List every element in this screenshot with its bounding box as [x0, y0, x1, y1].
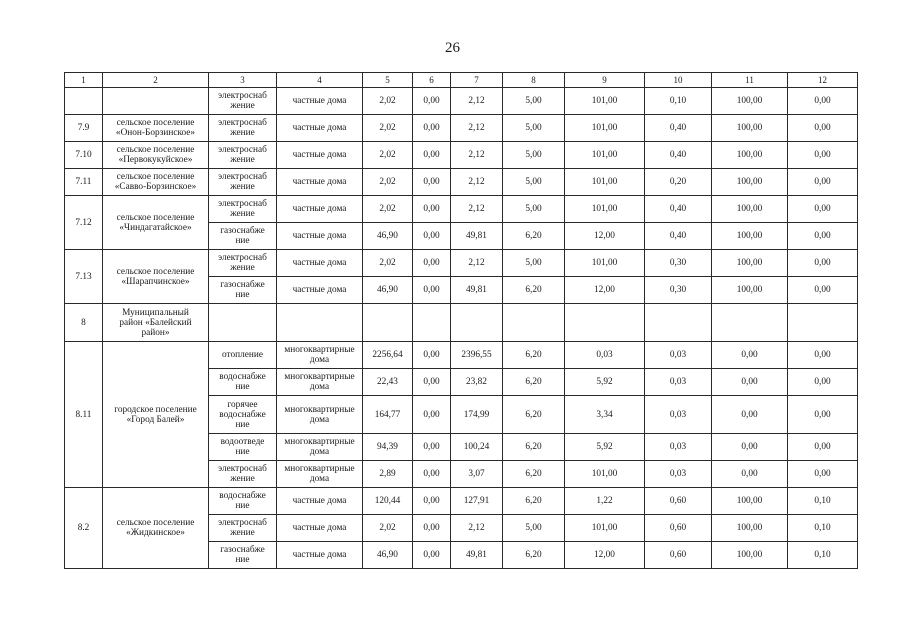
column-number: 10	[645, 73, 712, 88]
settlement-name-line: «Онон-Борзинское»	[115, 128, 196, 138]
service-type-line: ние	[235, 382, 250, 392]
table-row	[65, 169, 858, 196]
value-cell: 5,92	[565, 369, 645, 396]
value-cell	[565, 304, 645, 342]
value-cell: 0,40	[645, 142, 712, 169]
value-cell: 0,00	[413, 461, 451, 488]
service-type-line: водоснабже	[219, 491, 266, 501]
value-cell: 101,00	[565, 196, 645, 223]
settlement-name-line: сельское поселение	[116, 212, 195, 223]
value-cell	[712, 304, 788, 342]
settlement-name-line: «Первокукуйское»	[118, 155, 193, 165]
value-cell: 2,02	[363, 88, 413, 115]
consumer-category-line: частные дома	[292, 231, 347, 241]
service-type-line: жение	[230, 528, 255, 538]
consumer-category-line: частные дома	[292, 258, 347, 268]
value-cell: 0,30	[645, 277, 712, 304]
settlement-name-line: городское поселение	[114, 404, 197, 415]
value-cell: 0,03	[645, 434, 712, 461]
service-type-line: жение	[230, 474, 255, 484]
value-cell: 0,00	[788, 169, 858, 196]
value-cell: 127,91	[451, 488, 503, 515]
settlement-name	[103, 142, 209, 169]
value-cell: 0,00	[788, 434, 858, 461]
value-cell	[451, 304, 503, 342]
consumer-category	[277, 396, 363, 434]
value-cell: 101,00	[565, 169, 645, 196]
consumer-category	[277, 115, 363, 142]
table-row	[65, 88, 858, 115]
consumer-category-line: частные дома	[292, 96, 347, 106]
settlement-name	[103, 250, 209, 304]
value-cell: 49,81	[451, 277, 503, 304]
value-cell: 2,12	[451, 142, 503, 169]
value-cell	[363, 304, 413, 342]
table-row	[65, 115, 858, 142]
value-cell: 6,20	[503, 342, 565, 369]
value-cell: 0,00	[413, 88, 451, 115]
value-cell: 46,90	[363, 542, 413, 569]
service-type-line: ние	[235, 447, 250, 457]
value-cell: 0,60	[645, 542, 712, 569]
value-cell: 0,00	[788, 342, 858, 369]
consumer-category-line: дома	[309, 474, 330, 484]
value-cell: 100,24	[451, 434, 503, 461]
service-type-line: ние	[235, 290, 250, 300]
value-cell: 100,00	[712, 88, 788, 115]
consumer-category-line: многоквартирные	[284, 345, 355, 355]
value-cell: 100,00	[712, 142, 788, 169]
value-cell: 0,00	[712, 369, 788, 396]
value-cell: 0,00	[788, 396, 858, 434]
value-cell: 49,81	[451, 223, 503, 250]
service-type	[209, 277, 277, 304]
service-type	[209, 342, 277, 369]
value-cell: 22,43	[363, 369, 413, 396]
value-cell: 100,00	[712, 542, 788, 569]
value-cell: 100,00	[712, 223, 788, 250]
value-cell: 0,10	[788, 488, 858, 515]
value-cell: 6,20	[503, 223, 565, 250]
value-cell: 0,03	[565, 342, 645, 369]
value-cell: 94,39	[363, 434, 413, 461]
consumer-category	[277, 515, 363, 542]
value-cell: 2,02	[363, 515, 413, 542]
value-cell: 101,00	[565, 88, 645, 115]
value-cell: 0,20	[645, 169, 712, 196]
value-cell: 6,20	[503, 461, 565, 488]
value-cell: 0,40	[645, 196, 712, 223]
value-cell: 0,00	[712, 434, 788, 461]
value-cell: 49,81	[451, 542, 503, 569]
consumer-category	[277, 542, 363, 569]
value-cell: 46,90	[363, 277, 413, 304]
settlement-name-line: сельское поселение	[116, 145, 195, 155]
service-type-line: ние	[235, 555, 250, 565]
column-number: 9	[565, 73, 645, 88]
value-cell: 2256,64	[363, 342, 413, 369]
consumer-category-line: дома	[309, 414, 330, 425]
value-cell: 6,20	[503, 434, 565, 461]
value-cell: 0,40	[645, 223, 712, 250]
value-cell: 101,00	[565, 115, 645, 142]
table-row	[65, 250, 858, 277]
value-cell: 0,30	[645, 250, 712, 277]
value-cell: 0,00	[712, 396, 788, 434]
value-cell: 2,12	[451, 515, 503, 542]
consumer-category	[277, 434, 363, 461]
settlement-name	[103, 342, 209, 488]
service-type	[209, 542, 277, 569]
value-cell: 0,00	[413, 542, 451, 569]
value-cell: 0,10	[788, 515, 858, 542]
consumer-category-line: частные дома	[292, 285, 347, 295]
consumer-category	[277, 488, 363, 515]
value-cell	[413, 304, 451, 342]
value-cell: 0,00	[413, 142, 451, 169]
value-cell: 0,60	[645, 515, 712, 542]
settlement-name-line: сельское поселение	[116, 266, 195, 277]
consumer-category-line: многоквартирные	[284, 404, 355, 415]
service-type-line: ние	[235, 236, 250, 246]
consumer-category	[277, 196, 363, 223]
value-cell: 0,00	[788, 461, 858, 488]
value-cell: 0,00	[712, 461, 788, 488]
service-type-line: газоснабже	[220, 226, 265, 236]
consumer-category-line: многоквартирные	[284, 437, 355, 447]
settlement-name-line: «Город Балей»	[126, 414, 185, 425]
consumer-category-line: частные дома	[292, 150, 347, 160]
value-cell: 0,00	[413, 369, 451, 396]
value-cell: 0,00	[413, 196, 451, 223]
table-row	[65, 342, 858, 369]
value-cell: 2,12	[451, 169, 503, 196]
service-type	[209, 115, 277, 142]
column-number: 4	[277, 73, 363, 88]
consumer-category	[277, 369, 363, 396]
service-type	[209, 434, 277, 461]
page-number: 26	[445, 40, 460, 56]
service-type-line: жение	[230, 128, 255, 138]
value-cell: 1,22	[565, 488, 645, 515]
consumer-category	[277, 223, 363, 250]
value-cell: 2,12	[451, 115, 503, 142]
value-cell: 0,00	[788, 88, 858, 115]
value-cell: 6,20	[503, 277, 565, 304]
value-cell: 101,00	[565, 142, 645, 169]
value-cell: 6,20	[503, 369, 565, 396]
value-cell: 2,89	[363, 461, 413, 488]
value-cell: 0,00	[413, 396, 451, 434]
service-type	[209, 396, 277, 434]
value-cell: 5,00	[503, 250, 565, 277]
value-cell: 6,20	[503, 488, 565, 515]
service-type-line: электроснаб	[218, 199, 267, 209]
value-cell: 5,00	[503, 142, 565, 169]
service-type	[209, 250, 277, 277]
consumer-category	[277, 342, 363, 369]
value-cell: 6,20	[503, 542, 565, 569]
value-cell: 0,00	[413, 277, 451, 304]
service-type-line: электроснаб	[218, 172, 267, 182]
value-cell: 2,12	[451, 196, 503, 223]
settlement-name	[103, 196, 209, 250]
consumer-category-line: дома	[309, 382, 330, 392]
value-cell: 46,90	[363, 223, 413, 250]
column-number: 2	[103, 73, 209, 88]
value-cell: 0,00	[413, 250, 451, 277]
column-number: 7	[451, 73, 503, 88]
value-cell: 2,12	[451, 250, 503, 277]
service-type-line: водоотведе	[220, 437, 265, 447]
row-number	[65, 88, 103, 115]
value-cell: 5,92	[565, 434, 645, 461]
value-cell: 0,03	[645, 369, 712, 396]
value-cell: 0,03	[645, 342, 712, 369]
value-cell: 0,00	[788, 277, 858, 304]
value-cell: 0,00	[413, 169, 451, 196]
value-cell: 100,00	[712, 515, 788, 542]
value-cell: 6,20	[503, 396, 565, 434]
service-type	[209, 169, 277, 196]
value-cell: 5,00	[503, 115, 565, 142]
table-row	[65, 142, 858, 169]
consumer-category-line: многоквартирные	[284, 372, 355, 382]
consumer-category-line: дома	[309, 355, 330, 365]
column-number: 6	[413, 73, 451, 88]
service-type-line: электроснаб	[218, 145, 267, 155]
service-type-line: жение	[230, 155, 255, 165]
settlement-name-line: район»	[141, 327, 170, 338]
settlement-name-line: «Чиндагатайское»	[119, 222, 192, 233]
consumer-category	[277, 250, 363, 277]
value-cell: 0,00	[788, 142, 858, 169]
value-cell: 0,03	[645, 461, 712, 488]
value-cell	[645, 304, 712, 342]
column-number: 8	[503, 73, 565, 88]
service-type-line: электроснаб	[218, 91, 267, 101]
service-type-line: жение	[230, 182, 255, 192]
service-type	[209, 369, 277, 396]
value-cell: 2,02	[363, 196, 413, 223]
value-cell: 174,99	[451, 396, 503, 434]
settlement-name	[103, 169, 209, 196]
value-cell: 5,00	[503, 88, 565, 115]
value-cell: 164,77	[363, 396, 413, 434]
consumer-category-line: частные дома	[292, 550, 347, 560]
value-cell: 3,34	[565, 396, 645, 434]
service-type-line: водоснабже	[219, 409, 266, 420]
value-cell: 12,00	[565, 542, 645, 569]
service-type	[209, 88, 277, 115]
tariff-table	[64, 72, 858, 569]
settlement-name-line: сельское поселение	[116, 172, 195, 182]
value-cell: 0,00	[788, 369, 858, 396]
row-number: 8	[65, 304, 103, 342]
column-number-row	[65, 73, 858, 88]
value-cell: 120,44	[363, 488, 413, 515]
service-type	[209, 142, 277, 169]
service-type	[209, 461, 277, 488]
value-cell: 0,03	[645, 396, 712, 434]
value-cell: 100,00	[712, 277, 788, 304]
table-row	[65, 488, 858, 515]
column-number: 12	[788, 73, 858, 88]
value-cell: 0,00	[413, 434, 451, 461]
settlement-name-line: район «Балейский	[119, 317, 192, 328]
table-body	[65, 88, 858, 569]
service-type-line: жение	[230, 263, 255, 273]
service-type-line: жение	[230, 209, 255, 219]
consumer-category-line: частные дома	[292, 204, 347, 214]
value-cell: 101,00	[565, 515, 645, 542]
consumer-category	[277, 304, 363, 342]
value-cell: 12,00	[565, 277, 645, 304]
settlement-name	[103, 488, 209, 569]
value-cell: 2,02	[363, 115, 413, 142]
settlement-name-line: сельское поселение	[116, 118, 195, 128]
consumer-category-line: частные дома	[292, 523, 347, 533]
value-cell: 0,10	[645, 88, 712, 115]
value-cell: 0,00	[413, 223, 451, 250]
value-cell: 0,00	[788, 115, 858, 142]
consumer-category	[277, 88, 363, 115]
value-cell: 5,00	[503, 169, 565, 196]
row-number: 8.2	[65, 488, 103, 569]
column-number: 1	[65, 73, 103, 88]
service-type-line: отопление	[222, 350, 263, 360]
consumer-category-line: частные дома	[292, 177, 347, 187]
consumer-category-line: дома	[309, 447, 330, 457]
column-number: 5	[363, 73, 413, 88]
value-cell: 100,00	[712, 488, 788, 515]
row-number: 7.12	[65, 196, 103, 250]
value-cell: 5,00	[503, 196, 565, 223]
value-cell: 0,00	[712, 342, 788, 369]
value-cell: 0,40	[645, 115, 712, 142]
value-cell: 2,02	[363, 142, 413, 169]
row-number: 7.11	[65, 169, 103, 196]
service-type	[209, 304, 277, 342]
value-cell	[503, 304, 565, 342]
table-row	[65, 304, 858, 342]
column-number: 3	[209, 73, 277, 88]
settlement-name-line: «Савво-Борзинское»	[114, 182, 197, 192]
value-cell: 0,00	[788, 250, 858, 277]
service-type	[209, 488, 277, 515]
value-cell: 2,12	[451, 88, 503, 115]
value-cell: 2,02	[363, 250, 413, 277]
value-cell: 0,00	[788, 196, 858, 223]
column-number: 11	[712, 73, 788, 88]
consumer-category-line: многоквартирные	[284, 464, 355, 474]
value-cell: 0,10	[788, 542, 858, 569]
value-cell: 100,00	[712, 250, 788, 277]
service-type-line: газоснабже	[220, 280, 265, 290]
row-number: 7.9	[65, 115, 103, 142]
value-cell: 101,00	[565, 461, 645, 488]
value-cell: 0,00	[413, 342, 451, 369]
service-type-line: ние	[235, 501, 250, 511]
settlement-name	[103, 304, 209, 342]
settlement-name-line: «Жидкинское»	[126, 528, 185, 538]
row-number: 7.13	[65, 250, 103, 304]
value-cell	[788, 304, 858, 342]
table-row	[65, 196, 858, 223]
service-type-line: электроснаб	[218, 253, 267, 263]
value-cell: 2396,55	[451, 342, 503, 369]
service-type	[209, 515, 277, 542]
settlement-name-line: сельское поселение	[116, 518, 195, 528]
value-cell: 0,00	[788, 223, 858, 250]
value-cell: 100,00	[712, 115, 788, 142]
value-cell: 0,00	[413, 488, 451, 515]
consumer-category-line: частные дома	[292, 496, 347, 506]
service-type-line: жение	[230, 101, 255, 111]
settlement-name	[103, 88, 209, 115]
consumer-category	[277, 169, 363, 196]
settlement-name-line: Муниципальный	[122, 307, 189, 318]
service-type	[209, 223, 277, 250]
value-cell: 23,82	[451, 369, 503, 396]
service-type-line: горячее	[227, 399, 258, 410]
consumer-category	[277, 142, 363, 169]
service-type-line: электроснаб	[218, 118, 267, 128]
value-cell: 2,02	[363, 169, 413, 196]
value-cell: 12,00	[565, 223, 645, 250]
consumer-category	[277, 461, 363, 488]
service-type-line: электроснаб	[218, 464, 267, 474]
value-cell: 5,00	[503, 515, 565, 542]
consumer-category-line: частные дома	[292, 123, 347, 133]
value-cell: 0,00	[413, 115, 451, 142]
value-cell: 0,00	[413, 515, 451, 542]
value-cell: 100,00	[712, 196, 788, 223]
value-cell: 100,00	[712, 169, 788, 196]
settlement-name	[103, 115, 209, 142]
service-type-line: газоснабже	[220, 545, 265, 555]
service-type-line: ние	[235, 419, 250, 430]
value-cell: 0,60	[645, 488, 712, 515]
value-cell: 3,07	[451, 461, 503, 488]
service-type	[209, 196, 277, 223]
service-type-line: электроснаб	[218, 518, 267, 528]
value-cell: 101,00	[565, 250, 645, 277]
row-number: 7.10	[65, 142, 103, 169]
row-number: 8.11	[65, 342, 103, 488]
consumer-category	[277, 277, 363, 304]
service-type-line: водоснабже	[219, 372, 266, 382]
settlement-name-line: «Шарапчинское»	[121, 276, 190, 287]
